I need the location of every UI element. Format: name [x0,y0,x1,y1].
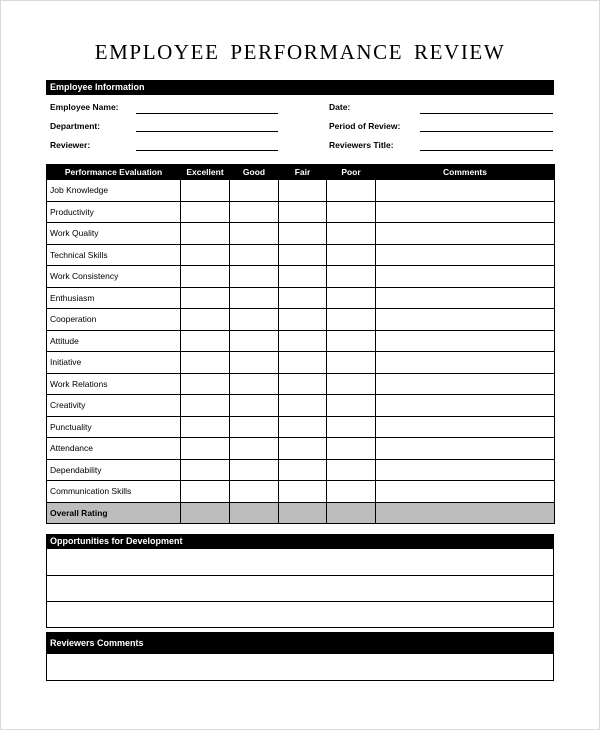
reviewers-comments-header: Reviewers Comments [46,632,554,654]
criterion-label: Punctuality [47,416,181,438]
table-row [47,287,555,309]
date-label: Date: [329,102,351,112]
development-line[interactable] [47,601,553,627]
comments-cell[interactable] [376,352,555,374]
fair-cell[interactable] [279,459,327,481]
excellent-cell[interactable] [181,459,230,481]
poor-cell[interactable] [327,201,376,223]
overall-poor-cell[interactable] [327,502,376,524]
fair-cell[interactable] [279,201,327,223]
criterion-label: Enthusiasm [47,287,181,309]
date-field[interactable] [420,113,553,114]
table-row [47,373,555,395]
excellent-cell[interactable] [181,287,230,309]
comments-cell[interactable] [376,201,555,223]
good-cell[interactable] [230,438,279,460]
comments-cell[interactable] [376,244,555,266]
column-header-fair: Fair [279,165,327,180]
fair-cell[interactable] [279,330,327,352]
development-header: Opportunities for Development [46,534,554,549]
poor-cell[interactable] [327,459,376,481]
poor-cell[interactable] [327,481,376,503]
criterion-label: Work Quality [47,223,181,245]
good-cell[interactable] [230,481,279,503]
column-header-comments: Comments [376,165,555,180]
poor-cell[interactable] [327,330,376,352]
reviewers-comments-line[interactable] [47,654,553,680]
reviewers-title-field[interactable] [420,150,553,151]
criterion-label: Job Knowledge [47,180,181,202]
table-row [47,180,555,202]
criterion-label: Creativity [47,395,181,417]
comments-cell[interactable] [376,180,555,202]
column-header-performance-evaluation: Performance Evaluation [47,165,181,180]
period-of-review-label: Period of Review: [329,121,401,131]
reviewer-field[interactable] [136,150,278,151]
table-row [47,244,555,266]
fair-cell[interactable] [279,416,327,438]
table-row [47,438,555,460]
table-row [47,201,555,223]
good-cell[interactable] [230,244,279,266]
development-line[interactable] [47,575,553,601]
department-label: Department: [50,121,101,131]
comments-cell[interactable] [376,287,555,309]
criterion-label: Communication Skills [47,481,181,503]
excellent-cell[interactable] [181,330,230,352]
table-row [47,481,555,503]
poor-cell[interactable] [327,373,376,395]
comments-cell[interactable] [376,309,555,331]
excellent-cell[interactable] [181,481,230,503]
fair-cell[interactable] [279,244,327,266]
criterion-label: Productivity [47,201,181,223]
overall-rating-row [47,502,555,524]
page-title: EMPLOYEE PERFORMANCE REVIEW [94,40,506,64]
excellent-cell[interactable] [181,223,230,245]
excellent-cell[interactable] [181,309,230,331]
employee-info-header: Employee Information [46,80,554,95]
employee-name-label: Employee Name: [50,102,119,112]
development-box [46,549,554,628]
table-row [47,352,555,374]
criterion-label: Dependability [47,459,181,481]
excellent-cell[interactable] [181,438,230,460]
excellent-cell[interactable] [181,201,230,223]
overall-rating-label: Overall Rating [47,502,181,524]
table-row [47,266,555,288]
criterion-label: Attitude [47,330,181,352]
poor-cell[interactable] [327,416,376,438]
evaluation-header-row [47,165,555,180]
fair-cell[interactable] [279,481,327,503]
fair-cell[interactable] [279,180,327,202]
good-cell[interactable] [230,180,279,202]
comments-cell[interactable] [376,481,555,503]
good-cell[interactable] [230,395,279,417]
good-cell[interactable] [230,309,279,331]
poor-cell[interactable] [327,309,376,331]
fair-cell[interactable] [279,223,327,245]
comments-cell[interactable] [376,438,555,460]
criterion-label: Work Relations [47,373,181,395]
fair-cell[interactable] [279,266,327,288]
poor-cell[interactable] [327,180,376,202]
criterion-label: Technical Skills [47,244,181,266]
table-row [47,330,555,352]
good-cell[interactable] [230,352,279,374]
fair-cell[interactable] [279,287,327,309]
table-row [47,309,555,331]
employee-name-field[interactable] [136,113,278,114]
column-header-excellent: Excellent [181,165,230,180]
good-cell[interactable] [230,266,279,288]
good-cell[interactable] [230,287,279,309]
excellent-cell[interactable] [181,352,230,374]
good-cell[interactable] [230,223,279,245]
evaluation-table [46,164,555,524]
table-row [47,459,555,481]
excellent-cell[interactable] [181,416,230,438]
excellent-cell[interactable] [181,395,230,417]
comments-cell[interactable] [376,395,555,417]
fair-cell[interactable] [279,352,327,374]
comments-cell[interactable] [376,373,555,395]
poor-cell[interactable] [327,244,376,266]
good-cell[interactable] [230,201,279,223]
criterion-label: Attendance [47,438,181,460]
excellent-cell[interactable] [181,244,230,266]
column-header-poor: Poor [327,165,376,180]
poor-cell[interactable] [327,223,376,245]
table-row [47,223,555,245]
reviewers-title-label: Reviewers Title: [329,140,394,150]
reviewer-label: Reviewer: [50,140,91,150]
overall-comments-cell[interactable] [376,502,555,524]
overall-good-cell[interactable] [230,502,279,524]
criterion-label: Cooperation [47,309,181,331]
fair-cell[interactable] [279,395,327,417]
overall-fair-cell[interactable] [279,502,327,524]
fair-cell[interactable] [279,438,327,460]
criterion-label: Initiative [47,352,181,374]
table-row [47,395,555,417]
comments-cell[interactable] [376,416,555,438]
comments-cell[interactable] [376,223,555,245]
reviewers-comments-box [46,654,554,681]
column-header-good: Good [230,165,279,180]
poor-cell[interactable] [327,438,376,460]
comments-cell[interactable] [376,330,555,352]
fair-cell[interactable] [279,373,327,395]
good-cell[interactable] [230,373,279,395]
good-cell[interactable] [230,330,279,352]
fair-cell[interactable] [279,309,327,331]
good-cell[interactable] [230,416,279,438]
comments-cell[interactable] [376,459,555,481]
criterion-label: Work Consistency [47,266,181,288]
excellent-cell[interactable] [181,266,230,288]
excellent-cell[interactable] [181,180,230,202]
poor-cell[interactable] [327,395,376,417]
poor-cell[interactable] [327,266,376,288]
excellent-cell[interactable] [181,373,230,395]
good-cell[interactable] [230,459,279,481]
period-of-review-field[interactable] [420,131,553,132]
poor-cell[interactable] [327,287,376,309]
comments-cell[interactable] [376,266,555,288]
table-row [47,416,555,438]
poor-cell[interactable] [327,352,376,374]
development-line[interactable] [47,549,553,575]
overall-excellent-cell[interactable] [181,502,230,524]
department-field[interactable] [136,131,278,132]
